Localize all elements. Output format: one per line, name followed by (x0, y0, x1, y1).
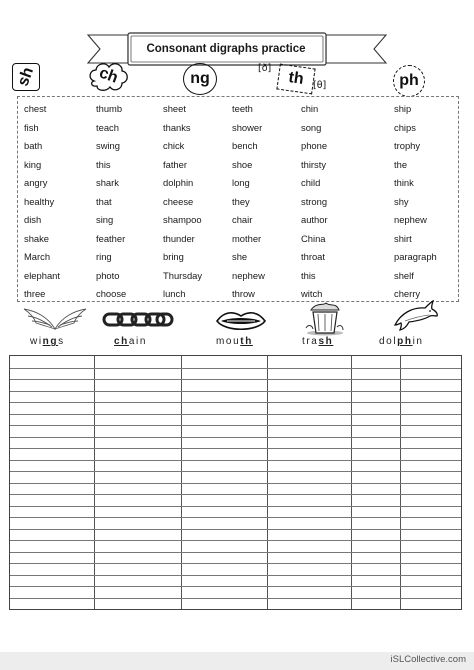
word-cell: lunch (163, 288, 186, 299)
word-cell: child (301, 177, 321, 188)
caption-wings: wings (30, 336, 65, 347)
caption-dolphin: dolphin (379, 336, 424, 347)
phonetic-voiced: [ð] (258, 63, 272, 74)
word-cell: three (24, 288, 46, 299)
word-cell: author (301, 214, 328, 225)
word-cell: think (394, 177, 414, 188)
table-row[interactable] (10, 552, 461, 553)
word-cell: angry (24, 177, 48, 188)
caption-trash: trash (302, 336, 334, 347)
word-cell: sheet (163, 103, 186, 114)
digraph-badge-ph: ph (393, 65, 425, 97)
word-cell: dolphin (163, 177, 194, 188)
table-row[interactable] (10, 437, 461, 438)
word-cell: sing (96, 214, 114, 225)
word-cell: ring (96, 251, 112, 262)
word-cell: cherry (394, 288, 421, 299)
table-row[interactable] (10, 540, 461, 541)
word-cell: shark (96, 177, 119, 188)
word-cell: the (394, 158, 408, 170)
table-row[interactable] (10, 471, 461, 472)
digraph-badge-ng: ng (183, 63, 217, 95)
word-cell: shy (394, 195, 409, 207)
word-cell: chair (232, 214, 253, 225)
word-cell: shelf (394, 269, 414, 281)
mouth-icon (215, 308, 267, 334)
word-bank-grid (24, 100, 456, 304)
table-row[interactable] (10, 460, 461, 461)
chain-icon (101, 309, 175, 331)
table-row[interactable] (10, 598, 461, 599)
table-row[interactable] (10, 506, 461, 507)
word-cell: thanks (163, 121, 191, 133)
table-row[interactable] (10, 586, 461, 587)
word-cell: March (24, 251, 51, 262)
table-row[interactable] (10, 483, 461, 484)
table-row[interactable] (10, 425, 461, 426)
word-cell: bath (24, 140, 43, 151)
wings-icon (22, 305, 88, 335)
word-cell: they (232, 195, 250, 207)
word-cell: swing (96, 140, 120, 151)
trash-icon (304, 300, 346, 336)
word-cell: shirt (394, 232, 412, 244)
table-row[interactable] (10, 494, 461, 495)
word-cell: long (232, 177, 250, 188)
word-cell: this (96, 158, 111, 170)
digraph-badge-th: th (276, 64, 315, 95)
word-cell: chest (24, 103, 47, 114)
footer-text: iSLCollective.com (390, 654, 466, 665)
caption-mouth: mouth (216, 336, 253, 347)
word-cell: nephew (394, 214, 427, 225)
footer-bar (0, 652, 474, 670)
word-cell: shampoo (163, 214, 202, 225)
word-cell: cheese (163, 195, 194, 207)
word-cell: Thursday (163, 269, 203, 281)
word-cell: shake (24, 232, 50, 244)
word-cell: witch (301, 288, 323, 299)
digraph-badge-ch: ch (96, 64, 120, 87)
word-cell: trophy (394, 140, 421, 151)
word-cell: ship (394, 103, 412, 114)
word-cell: bring (163, 251, 184, 262)
word-cell: king (24, 158, 42, 170)
dolphin-icon (391, 299, 439, 333)
word-cell: that (96, 195, 112, 207)
table-row[interactable] (10, 563, 461, 564)
word-cell: thirsty (301, 158, 327, 170)
word-cell: throw (232, 288, 255, 299)
word-cell: China (301, 232, 326, 244)
word-cell: teach (96, 121, 119, 133)
word-cell: this (301, 269, 316, 281)
word-cell: shoe (232, 158, 253, 170)
word-cell: nephew (232, 269, 265, 281)
word-cell: throat (301, 251, 325, 262)
table-row[interactable] (10, 529, 461, 530)
word-cell: strong (301, 195, 328, 207)
table-row[interactable] (10, 368, 461, 369)
word-cell: teeth (232, 103, 253, 114)
word-cell: shower (232, 121, 263, 133)
word-cell: healthy (24, 195, 55, 207)
table-row[interactable] (10, 414, 461, 415)
word-cell: dish (24, 214, 42, 225)
word-cell: chips (394, 121, 416, 133)
word-cell: bench (232, 140, 258, 151)
word-cell: elephant (24, 269, 60, 281)
table-row[interactable] (10, 448, 461, 449)
word-cell: thumb (96, 103, 123, 114)
word-cell: phone (301, 140, 328, 151)
word-cell: mother (232, 232, 262, 244)
digraph-badge-sh: sh (12, 63, 40, 91)
phonetic-voiceless: [θ] (313, 80, 327, 91)
writing-table (9, 355, 462, 610)
caption-chain: chain (114, 336, 148, 347)
word-cell: fish (24, 121, 39, 133)
page-title: Consonant digraphs practice (146, 43, 306, 55)
table-row[interactable] (10, 402, 461, 403)
word-cell: chin (301, 103, 319, 114)
word-cell: chick (163, 140, 185, 151)
table-row[interactable] (10, 575, 461, 576)
word-cell: father (163, 158, 187, 170)
word-cell: feather (96, 232, 126, 244)
word-cell: song (301, 121, 322, 133)
table-row[interactable] (10, 391, 461, 392)
table-row[interactable] (10, 379, 461, 380)
word-cell: she (232, 251, 248, 262)
word-cell: paragraph (394, 251, 437, 262)
word-cell: choose (96, 288, 127, 299)
word-cell: photo (96, 269, 120, 281)
table-row[interactable] (10, 517, 461, 518)
word-cell: thunder (163, 232, 195, 244)
